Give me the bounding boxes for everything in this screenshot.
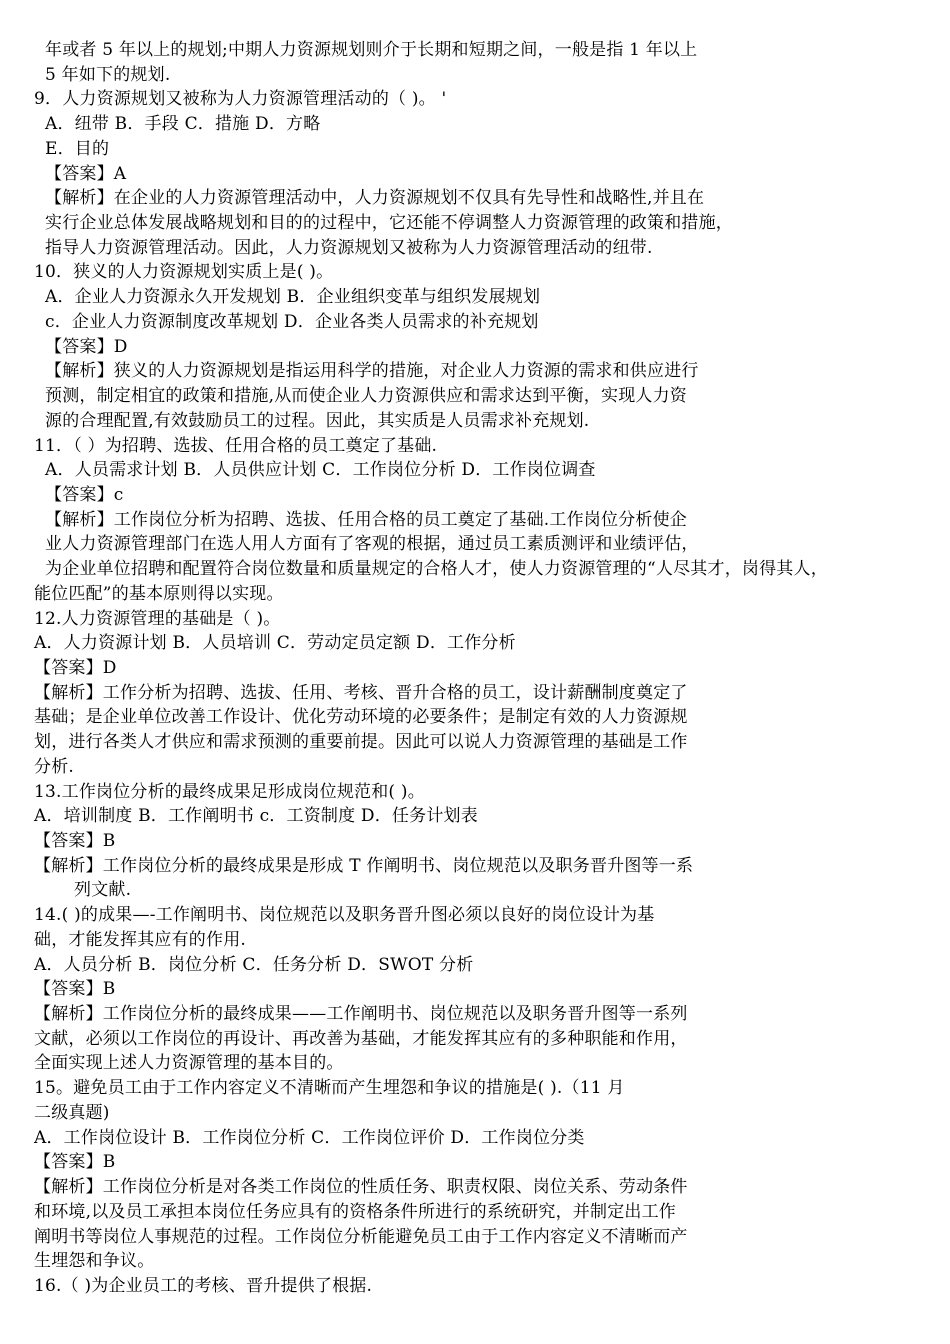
text-line: 二级真题) [34, 1102, 110, 1123]
text-line: 全面实现上述人力资源管理的基本目的。 [34, 1053, 344, 1074]
text-line: 【解析】工作分析为招聘、选拔、任用、考核、晋升合格的员工，设计薪酬制度奠定了 [34, 682, 688, 703]
text-line: 列文献. [74, 880, 132, 901]
text-line: 【解析】狭义的人力资源规划是指运用科学的措施，对企业人力资源的需求和供应进行 [45, 361, 699, 382]
text-line: 年或者 5 年以上的规划;中期人力资源规划则介于长期和短期之间，一般是指 1 年以上 [45, 40, 698, 60]
text-line: 12.人力资源管理的基础是（ )。 [34, 608, 281, 629]
text-line: 【解析】工作岗位分析的最终成果是形成 T 作阐明书、岗位规范以及职务晋升图等一系 [34, 855, 694, 876]
text-line: 10．狭义的人力资源规划实质上是( )。 [34, 262, 334, 283]
document-body [0, 38, 950, 1299]
text-line: 【答案】B [34, 979, 116, 1000]
text-line: 【解析】工作岗位分析为招聘、选拔、任用合格的员工奠定了基础.工作岗位分析使企 [45, 509, 688, 530]
text-line: 11．（ ）为招聘、选拔、任用合格的员工奠定了基础. [34, 435, 438, 456]
text-line: 【解析】工作岗位分析的最终成果——工作阐明书、岗位规范以及职务晋升图等一系列 [34, 1004, 688, 1025]
text-line: 【答案】B [34, 1152, 116, 1173]
text-line: 为企业单位招聘和配置符合岗位数量和质量规定的合格人才，使人力资源管理的“人尽其才，岗得其人， [45, 559, 828, 580]
text-line: A．纽带 B．手段 C．措施 D．方略 [45, 114, 321, 135]
text-line: 15。避免员工由于工作内容定义不清晰而产生埋怨和争议的措施是( ).（11 月 [34, 1078, 625, 1099]
text-line: 和环境,以及员工承担本岗位任务应具有的资格条件所进行的系统研究，并制定出工作 [34, 1201, 677, 1222]
text-line: 16.（ )为企业员工的考核、晋升提供了根据. [34, 1275, 373, 1296]
text-line: 【答案】B [34, 831, 116, 851]
text-line: 文献，必须以工作岗位的再设计、再改善为基础，才能发挥其应有的多种职能和作用， [34, 1028, 688, 1049]
text-line: A．人员分析 B．岗位分析 C．任务分析 D．SWOT 分析 [34, 954, 474, 975]
text-line: 【答案】D [34, 657, 117, 678]
text-line: 划，进行各类人才供应和需求预测的重要前提。因此可以说人力资源管理的基础是工作 [34, 732, 688, 753]
text-line: 源的合理配置,有效鼓励员工的过程。因此，其实质是人员需求补充规划. [45, 410, 590, 431]
text-line: c．企业人力资源制度改革规划 D．企业各类人员需求的补充规划 [45, 311, 539, 332]
text-line: 预测，制定相宜的政策和措施,从而使企业人力资源供应和需求达到平衡，实现人力资 [45, 386, 688, 407]
text-line: 础，才能发挥其应有的作用. [34, 929, 247, 950]
text-line: 【解析】在企业的人力资源管理活动中，人力资源规划不仅具有先导性和战略性,并且在 [45, 188, 705, 209]
text-line: E．目的 [45, 138, 110, 159]
text-line: 生埋怨和争议。 [34, 1251, 155, 1272]
text-line: 9．人力资源规划又被称为人力资源管理活动的（ )。 ' [34, 89, 447, 110]
text-line: 分析. [34, 756, 75, 777]
text-line: 基础；是企业单位改善工作设计、优化劳动环境的必要条件；是制定有效的人力资源规 [34, 707, 688, 728]
text-line: 指导人力资源管理活动。因此，人力资源规划又被称为人力资源管理活动的纽带. [45, 237, 653, 258]
text-line: 【答案】c [45, 484, 124, 505]
text-line: 【答案】A [45, 163, 127, 184]
text-line: 5 年如下的规划. [45, 64, 171, 85]
text-line: A．企业人力资源永久开发规划 B．企业组织变革与组织发展规划 [45, 287, 541, 308]
text-line: A．工作岗位设计 B．工作岗位分析 C．工作岗位评价 D．工作岗位分类 [34, 1127, 585, 1148]
text-line: 13.工作岗位分析的最终成果足形成岗位规范和( )。 [34, 781, 425, 802]
text-line: 实行企业总体发展战略规划和目的的过程中，它还能不停调整人力资源管理的政策和措施， [45, 213, 733, 234]
text-line: 业人力资源管理部门在选人用人方面有了客观的根据，通过员工素质测评和业绩评估， [45, 534, 699, 555]
text-line: 14.( )的成果—-工作阐明书、岗位规范以及职务晋升图必须以良好的岗位设计为基 [34, 905, 655, 926]
text-line: 阐明书等岗位人事规范的过程。工作岗位分析能避免员工由于工作内容定义不清晰而产 [34, 1226, 688, 1247]
text-line: 能位匹配”的基本原则得以实现。 [34, 583, 284, 604]
text-line: A．培训制度 B．工作阐明书 c．工资制度 D．任务计划表 [34, 806, 478, 827]
text-line: A．人力资源计划 B．人员培训 C．劳动定员定额 D．工作分析 [34, 633, 516, 654]
text-line: 【答案】D [45, 336, 128, 357]
text-line: A．人员需求计划 B．人员供应计划 C．工作岗位分析 D．工作岗位调查 [45, 460, 596, 481]
text-line: 【解析】工作岗位分析是对各类工作岗位的性质任务、职责权限、岗位关系、劳动条件 [34, 1177, 688, 1198]
